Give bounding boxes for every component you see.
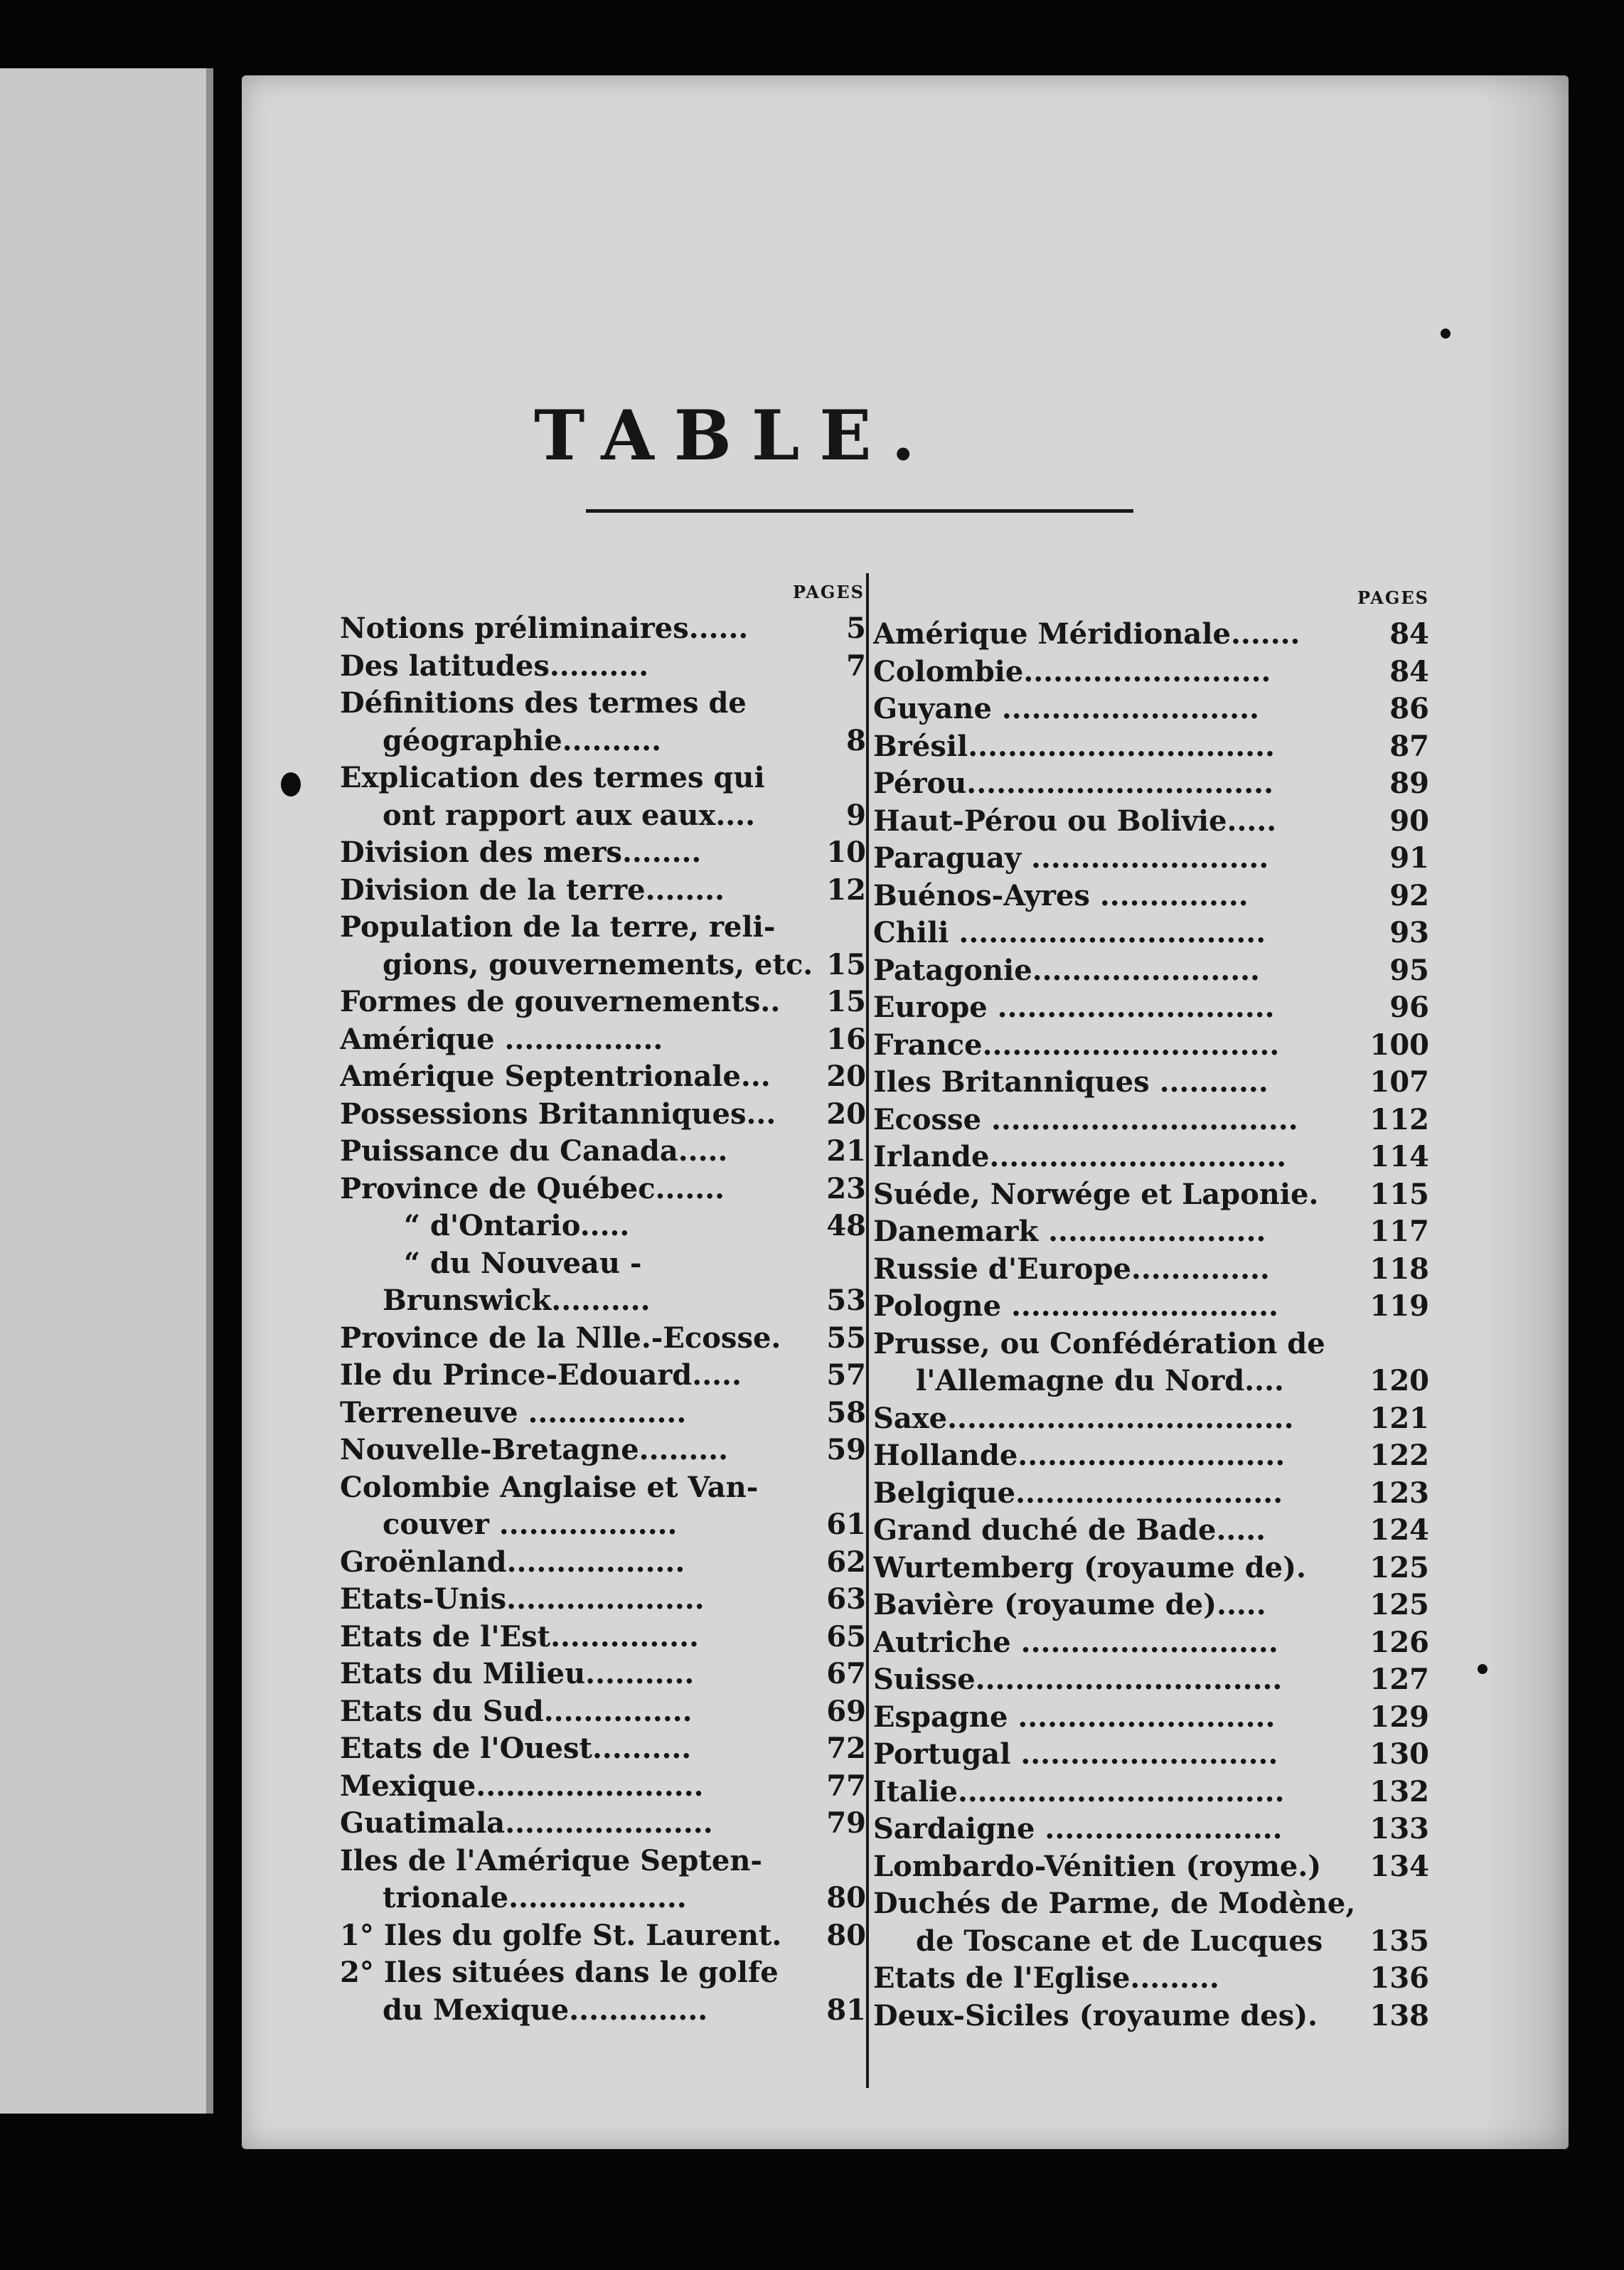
toc-entry-page: 124 bbox=[1369, 1513, 1429, 1547]
toc-entry bbox=[873, 1624, 1429, 1662]
toc-entry bbox=[340, 1954, 866, 1992]
toc-entry-page: 55 bbox=[826, 1321, 866, 1355]
toc-entry-page: 84 bbox=[1389, 617, 1429, 651]
toc-entry-label: Russie d'Europe.............. bbox=[873, 1252, 1270, 1286]
toc-entry-label: Wurtemberg (royaume de). bbox=[873, 1550, 1306, 1584]
toc-entry-page: 96 bbox=[1389, 991, 1429, 1024]
toc-entry bbox=[873, 803, 1429, 841]
toc-entry bbox=[873, 1400, 1429, 1438]
toc-entry-page: 9 bbox=[846, 798, 866, 832]
toc-entry-page: 87 bbox=[1389, 729, 1429, 763]
toc-entry-label: Ile du Prince-Edouard..... bbox=[340, 1358, 742, 1392]
toc-entry-label: Colombie......................... bbox=[873, 654, 1271, 688]
toc-entry bbox=[873, 1475, 1429, 1513]
toc-entry-page: 125 bbox=[1369, 1588, 1429, 1621]
toc-entry-page: 7 bbox=[846, 649, 866, 683]
toc-entry bbox=[340, 1245, 866, 1283]
toc-entry-label: Guyane .......................... bbox=[873, 692, 1259, 725]
toc-entry bbox=[873, 728, 1429, 766]
toc-entry-label: Groënland.................. bbox=[340, 1545, 685, 1579]
ink-blot bbox=[281, 772, 301, 796]
toc-entry bbox=[340, 685, 866, 723]
toc-entry-label: Danemark ...................... bbox=[873, 1215, 1266, 1248]
toc-entry-label: Europe ............................ bbox=[873, 991, 1275, 1024]
toc-entry-label: Bavière (royaume de)..... bbox=[873, 1588, 1266, 1621]
toc-entry-page: 92 bbox=[1389, 878, 1429, 912]
toc-entry-page: 79 bbox=[826, 1806, 866, 1840]
toc-entry-label: 1° Iles du golfe St. Laurent. bbox=[340, 1918, 782, 1952]
toc-entry-page: 136 bbox=[1369, 1961, 1429, 1995]
toc-entry-page: 91 bbox=[1389, 841, 1429, 875]
toc-entry-page: 21 bbox=[826, 1134, 866, 1168]
toc-entry-label: “ du Nouveau - bbox=[404, 1246, 642, 1280]
toc-entry-label: Des latitudes.......... bbox=[340, 649, 649, 683]
toc-entry-page: 133 bbox=[1369, 1812, 1429, 1845]
toc-entry-page: 69 bbox=[826, 1694, 866, 1728]
toc-entry-label: Nouvelle-Bretagne......... bbox=[340, 1433, 729, 1466]
toc-entry-label: Espagne .......................... bbox=[873, 1700, 1276, 1734]
toc-entry bbox=[873, 765, 1429, 803]
toc-entry-label: Explication des termes qui bbox=[340, 761, 765, 794]
toc-entry-label: Buénos-Ayres ............... bbox=[873, 878, 1249, 912]
toc-entry-label: Province de la Nlle.-Ecosse. bbox=[340, 1321, 781, 1355]
toc-entry bbox=[340, 1581, 866, 1619]
toc-entry bbox=[873, 1326, 1429, 1363]
toc-entry bbox=[340, 1432, 866, 1469]
toc-entry-page: 15 bbox=[826, 985, 866, 1018]
toc-entry-label: Etats de l'Ouest.......... bbox=[340, 1732, 692, 1765]
toc-entry-label: géographie.......... bbox=[383, 723, 662, 757]
toc-entry-page: 77 bbox=[826, 1769, 866, 1803]
toc-entry bbox=[340, 1021, 866, 1059]
toc-entry-label: Suéde, Norwége et Laponie. bbox=[873, 1177, 1319, 1211]
toc-entry bbox=[340, 1544, 866, 1582]
toc-entry bbox=[873, 1251, 1429, 1289]
toc-entry-page: 8 bbox=[846, 723, 866, 757]
toc-entry-label: Division des mers........ bbox=[340, 836, 702, 869]
toc-entry-page: 84 bbox=[1389, 654, 1429, 688]
toc-entry bbox=[340, 1320, 866, 1358]
toc-entry bbox=[873, 878, 1429, 915]
toc-entry-label: couver .................. bbox=[383, 1508, 678, 1541]
toc-entry-page: 93 bbox=[1389, 916, 1429, 949]
toc-entry bbox=[873, 1288, 1429, 1326]
toc-entry bbox=[873, 1998, 1429, 2035]
speck-mark bbox=[1441, 329, 1451, 339]
toc-entry-label: Deux-Siciles (royaume des). bbox=[873, 1998, 1318, 2032]
toc-entry-page: 63 bbox=[826, 1582, 866, 1616]
toc-entry-label: Ecosse ............................... bbox=[873, 1102, 1298, 1136]
toc-entry bbox=[340, 1469, 866, 1507]
toc-entry bbox=[873, 1064, 1429, 1102]
toc-entry bbox=[340, 1880, 866, 1917]
toc-entry bbox=[340, 1282, 866, 1320]
toc-entry-label: gions, gouvernements, etc. bbox=[383, 947, 813, 981]
toc-entry bbox=[340, 1096, 866, 1134]
toc-entry bbox=[340, 909, 866, 947]
toc-entry-page: 67 bbox=[826, 1657, 866, 1690]
toc-entry-page: 107 bbox=[1369, 1065, 1429, 1099]
toc-entry-page: 134 bbox=[1369, 1849, 1429, 1883]
toc-entry bbox=[873, 1437, 1429, 1475]
toc-entry bbox=[873, 1661, 1429, 1699]
toc-entry-label: Autriche .......................... bbox=[873, 1625, 1278, 1659]
toc-entry bbox=[873, 1848, 1429, 1886]
toc-entry-page: 5 bbox=[846, 612, 866, 645]
page-shading bbox=[1483, 75, 1569, 2149]
toc-entry-label: Sardaigne ........................ bbox=[873, 1812, 1283, 1845]
toc-entry-label: Division de la terre........ bbox=[340, 873, 725, 907]
toc-entry-label: Pérou............................... bbox=[873, 767, 1273, 800]
toc-entry-page: 86 bbox=[1389, 692, 1429, 725]
toc-entry bbox=[340, 760, 866, 797]
toc-entry bbox=[873, 1363, 1429, 1400]
toc-entry-label: Prusse, ou Confédération de bbox=[873, 1326, 1325, 1360]
toc-entry bbox=[873, 1027, 1429, 1065]
toc-entry bbox=[340, 1992, 866, 2030]
toc-entry-page: 138 bbox=[1369, 1998, 1429, 2032]
page-title: TABLE. bbox=[534, 395, 935, 476]
toc-entry-page: 95 bbox=[1389, 953, 1429, 987]
toc-entry bbox=[340, 1619, 866, 1656]
adjacent-page-shadow bbox=[206, 68, 213, 2114]
toc-entry-label: Etats du Milieu........... bbox=[340, 1657, 695, 1690]
toc-entry-page: 118 bbox=[1369, 1252, 1429, 1286]
toc-entry bbox=[873, 1176, 1429, 1214]
toc-entry-label: Notions préliminaires...... bbox=[340, 612, 749, 645]
toc-entry-label: Iles Britanniques ........... bbox=[873, 1065, 1268, 1099]
toc-entry bbox=[873, 1923, 1429, 1961]
toc-entry-label: Possessions Britanniques... bbox=[340, 1097, 776, 1131]
toc-entry-page: 80 bbox=[826, 1918, 866, 1952]
toc-entry-label: Population de la terre, reli- bbox=[340, 910, 776, 944]
toc-entry bbox=[873, 1811, 1429, 1848]
toc-entry bbox=[873, 1774, 1429, 1811]
toc-entry-page: 100 bbox=[1369, 1028, 1429, 1062]
toc-entry bbox=[340, 1805, 866, 1843]
toc-entry-label: Mexique....................... bbox=[340, 1769, 704, 1803]
toc-entry-page: 122 bbox=[1369, 1439, 1429, 1472]
toc-entry bbox=[340, 1357, 866, 1395]
toc-entry bbox=[873, 1550, 1429, 1587]
toc-entry-page: 72 bbox=[826, 1732, 866, 1765]
toc-entry bbox=[873, 654, 1429, 691]
pages-header-right: PAGES bbox=[1357, 587, 1429, 608]
toc-entry-label: Amérique ................ bbox=[340, 1022, 663, 1056]
toc-entry bbox=[873, 1213, 1429, 1251]
toc-entry bbox=[340, 1693, 866, 1731]
toc-entry bbox=[340, 648, 866, 686]
right-entries bbox=[873, 616, 1429, 2035]
toc-entry-label: l'Allemagne du Nord.... bbox=[916, 1364, 1284, 1397]
toc-entry bbox=[340, 984, 866, 1021]
toc-entry-page: 132 bbox=[1369, 1774, 1429, 1808]
toc-entry-page: 119 bbox=[1369, 1289, 1429, 1323]
toc-entry bbox=[873, 915, 1429, 952]
toc-entry-label: Duchés de Parme, de Modène, bbox=[873, 1887, 1356, 1920]
toc-entry-page: 129 bbox=[1369, 1700, 1429, 1734]
toc-entry-page: 62 bbox=[826, 1545, 866, 1579]
toc-entry bbox=[340, 797, 866, 835]
toc-entry-page: 15 bbox=[826, 947, 866, 981]
toc-entry-page: 126 bbox=[1369, 1625, 1429, 1659]
toc-entry-page: 59 bbox=[826, 1433, 866, 1466]
toc-entry-page: 117 bbox=[1369, 1215, 1429, 1248]
toc-entry bbox=[340, 1395, 866, 1432]
toc-entry bbox=[340, 1917, 866, 1955]
toc-entry-label: de Toscane et de Lucques bbox=[916, 1924, 1323, 1958]
toc-entry-label: Guatimala..................... bbox=[340, 1806, 713, 1840]
toc-entry-page: 127 bbox=[1369, 1663, 1429, 1696]
toc-entry-page: 10 bbox=[826, 836, 866, 869]
toc-entry-label: Grand duché de Bade..... bbox=[873, 1513, 1266, 1547]
toc-entry-page: 80 bbox=[826, 1881, 866, 1914]
toc-entry bbox=[340, 1730, 866, 1768]
toc-entry-label: Etats-Unis.................... bbox=[340, 1582, 705, 1616]
toc-entry bbox=[340, 1208, 866, 1245]
toc-entry bbox=[873, 989, 1429, 1027]
toc-entry-page: 114 bbox=[1369, 1140, 1429, 1173]
toc-entry-label: Iles de l'Amérique Septen- bbox=[340, 1843, 763, 1877]
toc-entry-label: Etats de l'Est............... bbox=[340, 1619, 699, 1653]
toc-entry-label: Italie................................. bbox=[873, 1774, 1285, 1808]
toc-entry-label: France.............................. bbox=[873, 1028, 1280, 1062]
toc-entry-page: 120 bbox=[1369, 1364, 1429, 1397]
toc-entry-label: Pologne ........................... bbox=[873, 1289, 1278, 1323]
toc-entry-page: 16 bbox=[826, 1022, 866, 1056]
toc-entry bbox=[873, 1960, 1429, 1998]
toc-entry-label: Portugal .......................... bbox=[873, 1737, 1278, 1771]
toc-entry-label: Belgique........................... bbox=[873, 1476, 1283, 1510]
table-of-contents-page bbox=[242, 75, 1569, 2149]
toc-entry bbox=[340, 1171, 866, 1208]
toc-entry-page: 12 bbox=[826, 873, 866, 907]
toc-entry-label: Etats du Sud............... bbox=[340, 1694, 693, 1728]
toc-entry bbox=[873, 1102, 1429, 1139]
toc-entry bbox=[873, 1587, 1429, 1624]
toc-entry-label: Brunswick.......... bbox=[383, 1284, 651, 1317]
toc-entry-page: 20 bbox=[826, 1060, 866, 1093]
toc-entry-page: 115 bbox=[1369, 1177, 1429, 1211]
toc-entry bbox=[340, 1768, 866, 1806]
toc-entry bbox=[340, 1506, 866, 1544]
toc-entry-label: Etats de l'Eglise......... bbox=[873, 1961, 1219, 1995]
toc-entry-label: Lombardo-Vénitien (royme.) bbox=[873, 1849, 1322, 1883]
toc-entry-label: Hollande........................... bbox=[873, 1439, 1286, 1472]
toc-entry-label: Colombie Anglaise et Van- bbox=[340, 1470, 759, 1504]
left-entries bbox=[340, 610, 866, 2029]
toc-entry bbox=[873, 1736, 1429, 1774]
toc-entry-page: 23 bbox=[826, 1171, 866, 1205]
toc-entry-label: Irlande.............................. bbox=[873, 1140, 1287, 1173]
toc-entry-page: 48 bbox=[826, 1209, 866, 1242]
adjacent-page-edge bbox=[0, 68, 213, 2114]
toc-entry-page: 58 bbox=[826, 1395, 866, 1429]
speck-mark bbox=[1478, 1664, 1487, 1674]
toc-entry-page: 53 bbox=[826, 1284, 866, 1317]
toc-entry bbox=[340, 834, 866, 872]
toc-entry-label: Province de Québec....... bbox=[340, 1171, 725, 1205]
toc-entry-page: 20 bbox=[826, 1097, 866, 1131]
toc-entry bbox=[873, 616, 1429, 654]
toc-entry bbox=[340, 723, 866, 760]
toc-entry-page: 121 bbox=[1369, 1401, 1429, 1435]
column-divider bbox=[866, 573, 869, 2088]
toc-entry bbox=[340, 610, 866, 648]
toc-entry-label: 2° Iles situées dans le golfe bbox=[340, 1956, 779, 1989]
toc-entry-page: 135 bbox=[1369, 1924, 1429, 1958]
toc-entry bbox=[340, 872, 866, 910]
pages-header-left: PAGES bbox=[792, 582, 865, 602]
toc-entry-label: Chili ............................... bbox=[873, 916, 1266, 949]
toc-entry-label: Puissance du Canada..... bbox=[340, 1134, 728, 1168]
toc-entry bbox=[873, 952, 1429, 990]
toc-entry bbox=[340, 1133, 866, 1171]
toc-entry-page: 61 bbox=[826, 1508, 866, 1541]
toc-entry bbox=[340, 1656, 866, 1693]
toc-entry-label: du Mexique.............. bbox=[383, 1993, 708, 2027]
toc-entry-page: 81 bbox=[826, 1993, 866, 2027]
toc-entry-page: 57 bbox=[826, 1358, 866, 1392]
toc-entry-page: 112 bbox=[1369, 1102, 1429, 1136]
toc-entry bbox=[340, 1843, 866, 1880]
toc-entry bbox=[340, 1058, 866, 1096]
toc-entry-label: Suisse............................... bbox=[873, 1663, 1283, 1696]
title-rule bbox=[586, 509, 1133, 513]
toc-entry-label: ont rapport aux eaux.... bbox=[383, 798, 756, 832]
toc-entry-page: 65 bbox=[826, 1619, 866, 1653]
toc-entry-page: 125 bbox=[1369, 1550, 1429, 1584]
toc-entry bbox=[873, 1512, 1429, 1550]
toc-entry-label: Amérique Septentrionale... bbox=[340, 1060, 771, 1093]
toc-entry-label: Amérique Méridionale....... bbox=[873, 617, 1300, 651]
toc-entry-label: “ d'Ontario..... bbox=[404, 1209, 630, 1242]
toc-entry-label: Haut-Pérou ou Bolivie..... bbox=[873, 804, 1277, 838]
toc-entry bbox=[873, 1699, 1429, 1737]
toc-entry bbox=[873, 691, 1429, 728]
toc-entry-page: 89 bbox=[1389, 767, 1429, 800]
toc-entry bbox=[873, 1139, 1429, 1176]
toc-entry-label: Terreneuve ................ bbox=[340, 1395, 687, 1429]
toc-entry-label: Patagonie....................... bbox=[873, 953, 1260, 987]
toc-entry-label: Paraguay ........................ bbox=[873, 841, 1269, 875]
toc-entry-label: Formes de gouvernements.. bbox=[340, 985, 781, 1018]
toc-entry bbox=[873, 1885, 1429, 1923]
toc-entry bbox=[340, 947, 866, 984]
toc-entry-label: Définitions des termes de bbox=[340, 686, 747, 720]
toc-entry-page: 123 bbox=[1369, 1476, 1429, 1510]
toc-entry bbox=[873, 840, 1429, 878]
toc-entry-page: 130 bbox=[1369, 1737, 1429, 1771]
toc-entry-page: 90 bbox=[1389, 804, 1429, 838]
toc-entry-label: Brésil............................... bbox=[873, 729, 1275, 763]
toc-entry-label: Saxe................................... bbox=[873, 1401, 1294, 1435]
toc-entry-label: trionale.................. bbox=[383, 1881, 687, 1914]
